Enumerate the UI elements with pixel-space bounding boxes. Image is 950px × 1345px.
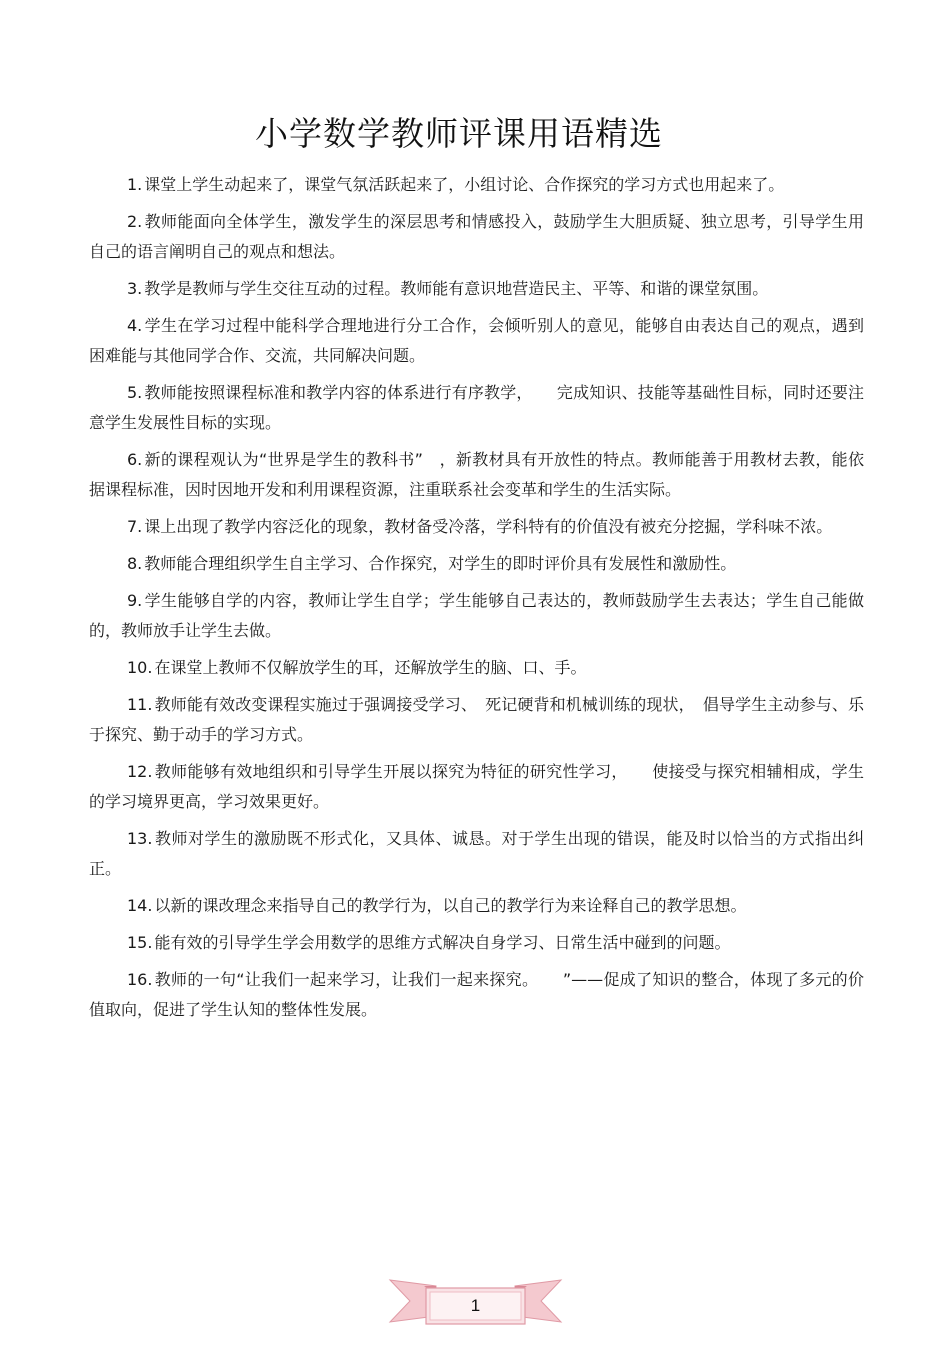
item-text: 教师对学生的激励既不形式化，又具体、诚恳。对于学生出现的错误，能及时以恰当的方式指出纠正。: [89, 829, 864, 878]
list-item: [89, 586, 864, 646]
item-number: 6.: [127, 450, 143, 469]
item-number: 4.: [127, 316, 143, 335]
item-text: 课堂上学生动起来了，课堂气氛活跃起来了，小组讨论、合作探究的学习方式也用起来了。: [144, 175, 785, 194]
item-number: 5.: [127, 383, 143, 402]
item-text: 教学是教师与学生交往互动的过程。教师能有意识地营造民主、平等、和谐的课堂氛围。: [144, 279, 769, 298]
document-body: [89, 170, 864, 1032]
item-number: 14.: [127, 896, 153, 915]
list-item: [89, 445, 864, 505]
item-text: 在课堂上教师不仅解放学生的耳，还解放学生的脑、口、手。: [154, 658, 587, 677]
item-text: 学生能够自学的内容，教师让学生自学；学生能够自己表达的，教师鼓励学生去表达；学生自己能做的，教师放手让学生去做。: [89, 591, 864, 640]
list-item: [89, 274, 864, 304]
page-footer-ribbon: [388, 1272, 563, 1334]
item-number: 3.: [127, 279, 143, 298]
list-item: [89, 928, 864, 958]
item-text: 教师能有效改变课程实施过于强调接受学习、 死记硬背和机械训练的现状， 倡导学生主动参与、乐于探究、勤于动手的学习方式。: [89, 695, 864, 744]
list-item: [89, 170, 864, 200]
list-item: [89, 690, 864, 750]
item-number: 2.: [127, 212, 143, 231]
item-number: 13.: [127, 829, 153, 848]
item-text: 课上出现了教学内容泛化的现象，教材备受冷落，学科特有的价值没有被充分挖掘，学科味不浓。: [144, 517, 833, 536]
item-number: 7.: [127, 517, 143, 536]
item-number: 1.: [127, 175, 143, 194]
page-number: 1: [470, 1296, 481, 1315]
list-item: [89, 965, 864, 1025]
list-item: [89, 824, 864, 884]
item-number: 16.: [127, 970, 153, 989]
list-item: [89, 549, 864, 579]
item-number: 12.: [127, 762, 153, 781]
list-item: [89, 757, 864, 817]
list-item: [89, 378, 864, 438]
item-number: 10.: [127, 658, 153, 677]
item-number: 9.: [127, 591, 143, 610]
list-item: [89, 512, 864, 542]
list-item: [89, 311, 864, 371]
item-text: 教师能按照课程标准和教学内容的体系进行有序教学， 完成知识、技能等基础性目标，同时还要注意学生发展性目标的实现。: [89, 383, 864, 432]
item-text: 新的课程观认为“世界是学生的教科书” ，新教材具有开放性的特点。教师能善于用教材去教，能依据课程标准，因时因地开发和利用课程资源，注重联系社会变革和学生的生活实际。: [89, 450, 864, 499]
item-text: 教师能够有效地组织和引导学生开展以探究为特征的研究性学习， 使接受与探究相辅相成，学生的学习境界更高，学习效果更好。: [89, 762, 864, 811]
list-item: [89, 207, 864, 267]
item-text: 以新的课改理念来指导自己的教学行为，以自己的教学行为来诠释自己的教学思想。: [154, 896, 747, 915]
item-number: 8.: [127, 554, 143, 573]
list-item: [89, 653, 864, 683]
item-number: 11.: [127, 695, 153, 714]
item-text: 能有效的引导学生学会用数学的思维方式解决自身学习、日常生活中碰到的问题。: [154, 933, 731, 952]
page-title: 小学数学教师评课用语精选: [255, 114, 663, 153]
item-text: 教师能合理组织学生自主学习、合作探究，对学生的即时评价具有发展性和激励性。: [144, 554, 737, 573]
list-item: [89, 891, 864, 921]
item-text: 教师能面向全体学生，激发学生的深层思考和情感投入，鼓励学生大胆质疑、独立思考，引导学生用自己的语言阐明自己的观点和想法。: [89, 212, 864, 261]
item-text: 教师的一句“让我们一起来学习，让我们一起来探究。 ”——促成了知识的整合，体现了多元的价值取向，促进了学生认知的整体性发展。: [89, 970, 864, 1019]
item-number: 15.: [127, 933, 153, 952]
item-text: 学生在学习过程中能科学合理地进行分工合作，会倾听别人的意见，能够自由表达自己的观点，遇到困难能与其他同学合作、交流，共同解决问题。: [89, 316, 864, 365]
